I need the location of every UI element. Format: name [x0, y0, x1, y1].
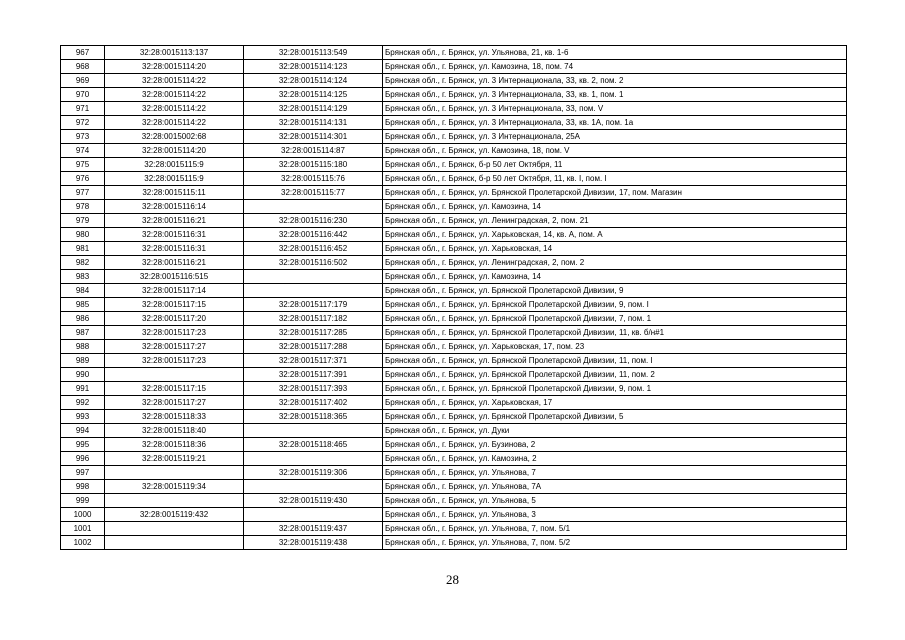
address-cell: Брянская обл., г. Брянск, ул. Харьковская, 17	[383, 396, 847, 410]
row-number-cell: 990	[61, 368, 105, 382]
row-number-cell: 999	[61, 494, 105, 508]
row-number-cell: 986	[61, 312, 105, 326]
parcel-cadastral-number-cell: 32:28:0015119:21	[105, 452, 244, 466]
table-row	[61, 424, 847, 438]
row-number-cell: 975	[61, 158, 105, 172]
address-cell: Брянская обл., г. Брянск, ул. Камозина, 2	[383, 452, 847, 466]
object-cadastral-number-cell: 32:28:0015117:288	[244, 340, 383, 354]
address-cell: Брянская обл., г. Брянск, ул. Брянской Пролетарской Дивизии, 5	[383, 410, 847, 424]
row-number-cell: 982	[61, 256, 105, 270]
address-cell: Брянская обл., г. Брянск, ул. Брянской Пролетарской Дивизии, 17, пом. Магазин	[383, 186, 847, 200]
address-cell: Брянская обл., г. Брянск, ул. 3 Интернационала, 25А	[383, 130, 847, 144]
address-cell: Брянская обл., г. Брянск, ул. 3 Интернационала, 33, кв. 1А, пом. 1а	[383, 116, 847, 130]
table-row	[61, 158, 847, 172]
table-row	[61, 368, 847, 382]
row-number-cell: 970	[61, 88, 105, 102]
object-cadastral-number-cell: 32:28:0015119:437	[244, 522, 383, 536]
row-number-cell: 991	[61, 382, 105, 396]
address-cell: Брянская обл., г. Брянск, ул. 3 Интернационала, 33, пом. V	[383, 102, 847, 116]
parcel-cadastral-number-cell: 32:28:0015116:515	[105, 270, 244, 284]
table-row	[61, 522, 847, 536]
parcel-cadastral-number-cell: 32:28:0015118:33	[105, 410, 244, 424]
object-cadastral-number-cell: 32:28:0015119:430	[244, 494, 383, 508]
row-number-cell: 978	[61, 200, 105, 214]
parcel-cadastral-number-cell: 32:28:0015117:27	[105, 396, 244, 410]
row-number-cell: 973	[61, 130, 105, 144]
address-cell: Брянская обл., г. Брянск, ул. Ульянова, 3	[383, 508, 847, 522]
address-cell: Брянская обл., г. Брянск, ул. Ульянова, 5	[383, 494, 847, 508]
row-number-cell: 992	[61, 396, 105, 410]
object-cadastral-number-cell: 32:28:0015117:393	[244, 382, 383, 396]
address-cell: Брянская обл., г. Брянск, ул. Брянской Пролетарской Дивизии, 11, пом. 2	[383, 368, 847, 382]
parcel-cadastral-number-cell: 32:28:0015117:27	[105, 340, 244, 354]
table-row	[61, 214, 847, 228]
address-cell: Брянская обл., г. Брянск, ул. Брянской Пролетарской Дивизии, 11, пом. I	[383, 354, 847, 368]
parcel-cadastral-number-cell: 32:28:0015114:20	[105, 60, 244, 74]
address-cell: Брянская обл., г. Брянск, ул. Брянской Пролетарской Дивизии, 9	[383, 284, 847, 298]
object-cadastral-number-cell: 32:28:0015113:549	[244, 46, 383, 60]
address-cell: Брянская обл., г. Брянск, ул. Брянской Пролетарской Дивизии, 11, кв. б/н#1	[383, 326, 847, 340]
parcel-cadastral-number-cell: 32:28:0015117:23	[105, 354, 244, 368]
address-cell: Брянская обл., г. Брянск, ул. 3 Интернационала, 33, кв. 2, пом. 2	[383, 74, 847, 88]
address-cell: Брянская обл., г. Брянск, ул. Брянской Пролетарской Дивизии, 9, пом. 1	[383, 382, 847, 396]
address-cell: Брянская обл., г. Брянск, ул. Камозина, 18, пом. V	[383, 144, 847, 158]
parcel-cadastral-number-cell: 32:28:0015114:22	[105, 88, 244, 102]
row-number-cell: 969	[61, 74, 105, 88]
parcel-cadastral-number-cell: 32:28:0015114:20	[105, 144, 244, 158]
parcel-cadastral-number-cell: 32:28:0015116:31	[105, 228, 244, 242]
page-number: 28	[446, 572, 459, 587]
object-cadastral-number-cell: 32:28:0015119:438	[244, 536, 383, 550]
object-cadastral-number-cell: 32:28:0015117:179	[244, 298, 383, 312]
object-cadastral-number-cell: 32:28:0015114:87	[244, 144, 383, 158]
parcel-cadastral-number-cell: 32:28:0015116:21	[105, 256, 244, 270]
table-row	[61, 242, 847, 256]
row-number-cell: 967	[61, 46, 105, 60]
table-row	[61, 354, 847, 368]
row-number-cell: 988	[61, 340, 105, 354]
object-cadastral-number-cell	[244, 508, 383, 522]
table-row	[61, 116, 847, 130]
address-cell: Брянская обл., г. Брянск, ул. Ульянова, 21, кв. 1-6	[383, 46, 847, 60]
row-number-cell: 1001	[61, 522, 105, 536]
address-cell: Брянская обл., г. Брянск, ул. Ленинградская, 2, пом. 21	[383, 214, 847, 228]
address-cell: Брянская обл., г. Брянск, ул. Камозина, 14	[383, 200, 847, 214]
table-row	[61, 508, 847, 522]
row-number-cell: 968	[61, 60, 105, 74]
parcel-cadastral-number-cell	[105, 522, 244, 536]
row-number-cell: 972	[61, 116, 105, 130]
address-cell: Брянская обл., г. Брянск, ул. Харьковская, 14, кв. А, пом. А	[383, 228, 847, 242]
address-cell: Брянская обл., г. Брянск, ул. Ульянова, 7А	[383, 480, 847, 494]
table-row	[61, 396, 847, 410]
table-row	[61, 452, 847, 466]
table-row	[61, 480, 847, 494]
table-row	[61, 130, 847, 144]
table-row	[61, 326, 847, 340]
address-cell: Брянская обл., г. Брянск, ул. Ульянова, 7, пом. 5/2	[383, 536, 847, 550]
parcel-cadastral-number-cell: 32:28:0015115:9	[105, 158, 244, 172]
address-cell: Брянская обл., г. Брянск, ул. Брянской Пролетарской Дивизии, 9, пом. I	[383, 298, 847, 312]
object-cadastral-number-cell: 32:28:0015115:180	[244, 158, 383, 172]
address-cell: Брянская обл., г. Брянск, б-р 50 лет Октября, 11	[383, 158, 847, 172]
object-cadastral-number-cell: 32:28:0015117:371	[244, 354, 383, 368]
table-row	[61, 88, 847, 102]
parcel-cadastral-number-cell: 32:28:0015117:23	[105, 326, 244, 340]
object-cadastral-number-cell: 32:28:0015116:230	[244, 214, 383, 228]
parcel-cadastral-number-cell	[105, 494, 244, 508]
table-row	[61, 382, 847, 396]
table-body	[61, 46, 847, 550]
table-row	[61, 172, 847, 186]
object-cadastral-number-cell	[244, 270, 383, 284]
object-cadastral-number-cell: 32:28:0015118:465	[244, 438, 383, 452]
parcel-cadastral-number-cell	[105, 536, 244, 550]
address-cell: Брянская обл., г. Брянск, ул. Харьковская, 17, пом. 23	[383, 340, 847, 354]
object-cadastral-number-cell	[244, 284, 383, 298]
table-row	[61, 144, 847, 158]
object-cadastral-number-cell: 32:28:0015116:502	[244, 256, 383, 270]
table-row	[61, 494, 847, 508]
table-row	[61, 102, 847, 116]
table-row	[61, 46, 847, 60]
object-cadastral-number-cell	[244, 424, 383, 438]
object-cadastral-number-cell: 32:28:0015116:442	[244, 228, 383, 242]
parcel-cadastral-number-cell: 32:28:0015119:34	[105, 480, 244, 494]
object-cadastral-number-cell: 32:28:0015114:129	[244, 102, 383, 116]
object-cadastral-number-cell	[244, 200, 383, 214]
table-row	[61, 186, 847, 200]
row-number-cell: 996	[61, 452, 105, 466]
parcel-cadastral-number-cell: 32:28:0015113:137	[105, 46, 244, 60]
object-cadastral-number-cell: 32:28:0015115:77	[244, 186, 383, 200]
parcel-cadastral-number-cell: 32:28:0015116:31	[105, 242, 244, 256]
table-row	[61, 256, 847, 270]
row-number-cell: 981	[61, 242, 105, 256]
address-cell: Брянская обл., г. Брянск, ул. Камозина, 18, пом. 74	[383, 60, 847, 74]
row-number-cell: 971	[61, 102, 105, 116]
row-number-cell: 1000	[61, 508, 105, 522]
object-cadastral-number-cell: 32:28:0015114:131	[244, 116, 383, 130]
address-cell: Брянская обл., г. Брянск, б-р 50 лет Октября, 11, кв. I, пом. I	[383, 172, 847, 186]
table-row	[61, 74, 847, 88]
parcel-cadastral-number-cell: 32:28:0015002:68	[105, 130, 244, 144]
row-number-cell: 995	[61, 438, 105, 452]
row-number-cell: 974	[61, 144, 105, 158]
address-cell: Брянская обл., г. Брянск, ул. Дуки	[383, 424, 847, 438]
object-cadastral-number-cell: 32:28:0015117:391	[244, 368, 383, 382]
row-number-cell: 1002	[61, 536, 105, 550]
row-number-cell: 993	[61, 410, 105, 424]
address-cell: Брянская обл., г. Брянск, ул. Брянской Пролетарской Дивизии, 7, пом. 1	[383, 312, 847, 326]
object-cadastral-number-cell: 32:28:0015114:125	[244, 88, 383, 102]
table-row	[61, 284, 847, 298]
object-cadastral-number-cell	[244, 480, 383, 494]
parcel-cadastral-number-cell: 32:28:0015115:9	[105, 172, 244, 186]
row-number-cell: 987	[61, 326, 105, 340]
row-number-cell: 985	[61, 298, 105, 312]
parcel-cadastral-number-cell: 32:28:0015114:22	[105, 102, 244, 116]
parcel-cadastral-number-cell: 32:28:0015118:40	[105, 424, 244, 438]
parcel-cadastral-number-cell: 32:28:0015115:11	[105, 186, 244, 200]
parcel-cadastral-number-cell: 32:28:0015114:22	[105, 116, 244, 130]
row-number-cell: 977	[61, 186, 105, 200]
address-cell: Брянская обл., г. Брянск, ул. 3 Интернационала, 33, кв. 1, пом. 1	[383, 88, 847, 102]
parcel-cadastral-number-cell: 32:28:0015116:21	[105, 214, 244, 228]
parcel-cadastral-number-cell	[105, 368, 244, 382]
parcel-cadastral-number-cell: 32:28:0015118:36	[105, 438, 244, 452]
object-cadastral-number-cell: 32:28:0015116:452	[244, 242, 383, 256]
address-cell: Брянская обл., г. Брянск, ул. Ленинградская, 2, пом. 2	[383, 256, 847, 270]
parcel-cadastral-number-cell: 32:28:0015114:22	[105, 74, 244, 88]
row-number-cell: 984	[61, 284, 105, 298]
parcel-cadastral-number-cell: 32:28:0015117:15	[105, 298, 244, 312]
parcel-cadastral-number-cell: 32:28:0015117:20	[105, 312, 244, 326]
object-cadastral-number-cell: 32:28:0015117:402	[244, 396, 383, 410]
row-number-cell: 983	[61, 270, 105, 284]
table-row	[61, 410, 847, 424]
address-cell: Брянская обл., г. Брянск, ул. Камозина, 14	[383, 270, 847, 284]
table-row	[61, 270, 847, 284]
table-row	[61, 536, 847, 550]
table-row	[61, 312, 847, 326]
object-cadastral-number-cell: 32:28:0015114:301	[244, 130, 383, 144]
object-cadastral-number-cell: 32:28:0015115:76	[244, 172, 383, 186]
row-number-cell: 976	[61, 172, 105, 186]
table-row	[61, 466, 847, 480]
table-row	[61, 60, 847, 74]
parcel-cadastral-number-cell	[105, 466, 244, 480]
table-row	[61, 438, 847, 452]
address-cell: Брянская обл., г. Брянск, ул. Ульянова, 7	[383, 466, 847, 480]
row-number-cell: 980	[61, 228, 105, 242]
row-number-cell: 979	[61, 214, 105, 228]
parcel-cadastral-number-cell: 32:28:0015117:14	[105, 284, 244, 298]
object-cadastral-number-cell: 32:28:0015117:182	[244, 312, 383, 326]
object-cadastral-number-cell: 32:28:0015118:365	[244, 410, 383, 424]
table-row	[61, 340, 847, 354]
table-row	[61, 200, 847, 214]
address-cell: Брянская обл., г. Брянск, ул. Харьковская, 14	[383, 242, 847, 256]
table-row	[61, 298, 847, 312]
row-number-cell: 998	[61, 480, 105, 494]
object-cadastral-number-cell: 32:28:0015117:285	[244, 326, 383, 340]
object-cadastral-number-cell	[244, 452, 383, 466]
object-cadastral-number-cell: 32:28:0015114:123	[244, 60, 383, 74]
parcel-cadastral-number-cell: 32:28:0015117:15	[105, 382, 244, 396]
object-cadastral-number-cell: 32:28:0015114:124	[244, 74, 383, 88]
parcel-cadastral-number-cell: 32:28:0015119:432	[105, 508, 244, 522]
address-cell: Брянская обл., г. Брянск, ул. Ульянова, 7, пом. 5/1	[383, 522, 847, 536]
table-row	[61, 228, 847, 242]
cadastral-table	[60, 45, 847, 550]
parcel-cadastral-number-cell: 32:28:0015116:14	[105, 200, 244, 214]
row-number-cell: 989	[61, 354, 105, 368]
address-cell: Брянская обл., г. Брянск, ул. Бузинова, 2	[383, 438, 847, 452]
row-number-cell: 997	[61, 466, 105, 480]
object-cadastral-number-cell: 32:28:0015119:306	[244, 466, 383, 480]
row-number-cell: 994	[61, 424, 105, 438]
